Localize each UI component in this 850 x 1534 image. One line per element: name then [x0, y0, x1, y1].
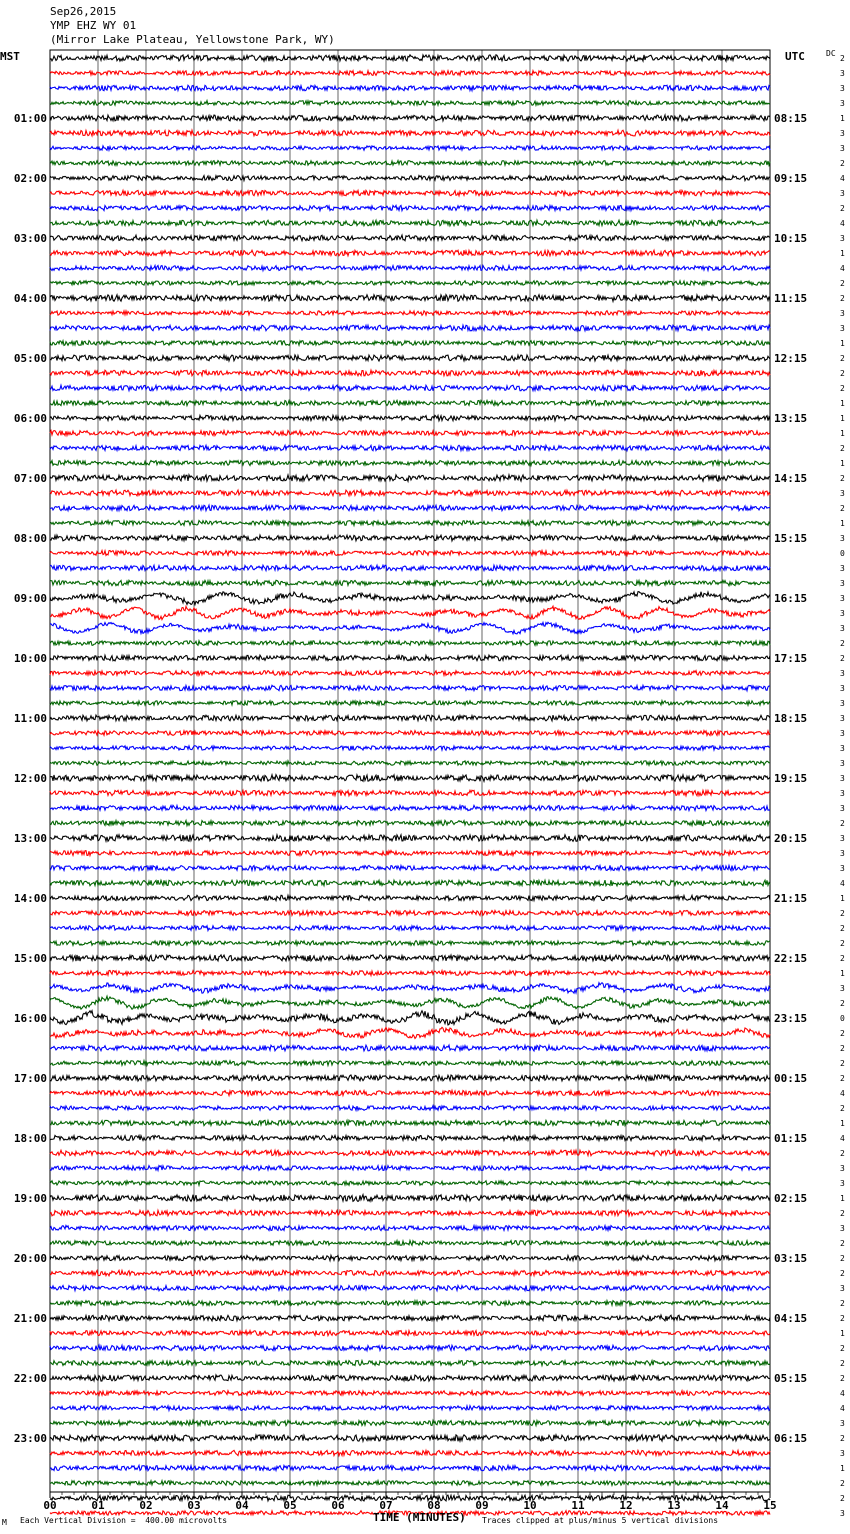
- dc-offset-label: 2: [840, 1209, 845, 1218]
- dc-offset-label: 3: [840, 69, 845, 78]
- dc-offset-label: 4: [840, 879, 845, 888]
- dc-offset-label: 2: [840, 384, 845, 393]
- seismic-trace: [50, 1406, 770, 1411]
- dc-offset-label: 3: [840, 1449, 845, 1458]
- seismic-trace: [50, 895, 770, 900]
- dc-offset-label: 3: [840, 309, 845, 318]
- dc-offset-label: 3: [840, 99, 845, 108]
- utc-hour-label: 20:15: [774, 832, 808, 845]
- seismic-trace: [50, 865, 770, 870]
- dc-offset-label: 1: [840, 459, 845, 468]
- dc-offset-label: 4: [840, 219, 845, 228]
- seismic-trace: [50, 445, 770, 451]
- seismic-trace: [50, 1210, 770, 1216]
- mst-axis-label: MST: [0, 50, 20, 63]
- seismic-trace: [50, 1106, 770, 1111]
- seismic-trace: [50, 820, 770, 825]
- mst-hour-label: 22:00: [13, 1372, 47, 1385]
- utc-hour-label: 18:15: [774, 712, 808, 725]
- dc-offset-label: 1: [840, 1119, 845, 1128]
- dc-offset-label: 2: [840, 204, 845, 213]
- dc-offset-label: 2: [840, 1374, 845, 1383]
- dc-offset-label: 2: [840, 1104, 845, 1113]
- dc-offset-label: 2: [840, 1479, 845, 1488]
- x-tick-label: 04: [235, 1499, 249, 1512]
- utc-hour-label: 09:15: [774, 172, 808, 185]
- dc-offset-label: 2: [840, 1254, 845, 1263]
- dc-offset-label: 3: [840, 1419, 845, 1428]
- utc-hour-label: 02:15: [774, 1192, 808, 1205]
- seismic-trace: [50, 655, 770, 661]
- dc-offset-label: 3: [840, 84, 845, 93]
- dc-offset-label: 4: [840, 1404, 845, 1413]
- seismic-trace: [50, 1481, 770, 1486]
- dc-offset-label: 0: [840, 549, 845, 558]
- dc-offset-label: 3: [840, 984, 845, 993]
- utc-hour-label: 11:15: [774, 292, 808, 305]
- plot-date: Sep26,2015: [50, 5, 117, 18]
- dc-offset-label: 2: [840, 474, 845, 483]
- utc-hour-label: 04:15: [774, 1312, 808, 1325]
- mst-hour-label: 16:00: [13, 1012, 47, 1025]
- dc-offset-label: 2: [840, 1239, 845, 1248]
- dc-offset-label: 1: [840, 969, 845, 978]
- utc-hour-label: 13:15: [774, 412, 808, 425]
- dc-offset-label: 3: [840, 774, 845, 783]
- mst-hour-label: 03:00: [13, 232, 47, 245]
- utc-hour-label: 10:15: [774, 232, 808, 245]
- seismic-trace: [50, 281, 770, 286]
- seismic-trace: [50, 400, 770, 405]
- dc-offset-label: 3: [840, 669, 845, 678]
- dc-offset-label: 2: [840, 939, 845, 948]
- dc-label: DC: [826, 49, 836, 58]
- seismic-trace: [50, 311, 770, 315]
- seismic-trace: [50, 1465, 770, 1470]
- utc-hour-label: 08:15: [774, 112, 808, 125]
- mst-hour-label: 17:00: [13, 1072, 47, 1085]
- utc-hour-label: 16:15: [774, 592, 808, 605]
- x-tick-label: 01: [91, 1499, 105, 1512]
- dc-offset-label: 2: [840, 369, 845, 378]
- seismic-trace: [50, 341, 770, 346]
- seismic-trace: [50, 1330, 770, 1335]
- seismic-trace: [50, 250, 770, 256]
- seismic-trace: [50, 805, 770, 810]
- dc-offset-label: 2: [840, 1494, 845, 1503]
- utc-hour-label: 00:15: [774, 1072, 808, 1085]
- dc-offset-label: 1: [840, 1329, 845, 1338]
- utc-hour-label: 21:15: [774, 892, 808, 905]
- x-tick-label: 09: [475, 1499, 489, 1512]
- dc-offset-label: 2: [840, 279, 845, 288]
- seismic-trace: [50, 565, 770, 571]
- utc-hour-label: 17:15: [774, 652, 808, 665]
- dc-offset-label: 1: [840, 114, 845, 123]
- dc-offset-label: 3: [840, 834, 845, 843]
- dc-offset-label: 3: [840, 804, 845, 813]
- x-tick-label: 11: [571, 1499, 585, 1512]
- dc-offset-label: 3: [840, 1179, 845, 1188]
- seismic-trace: [50, 71, 770, 76]
- dc-offset-label: 3: [840, 564, 845, 573]
- x-tick-label: 07: [379, 1499, 393, 1512]
- dc-offset-label: 2: [840, 1299, 845, 1308]
- seismic-trace: [50, 521, 770, 526]
- seismic-trace: [50, 1361, 770, 1366]
- x-tick-label: 15: [763, 1499, 777, 1512]
- mst-hour-label: 11:00: [13, 712, 47, 725]
- utc-hour-label: 06:15: [774, 1432, 808, 1445]
- seismic-trace: [50, 266, 770, 271]
- seismic-trace: [50, 1285, 770, 1290]
- utc-hour-label: 19:15: [774, 772, 808, 785]
- seismic-trace: [50, 161, 770, 166]
- seismic-trace: [50, 1120, 770, 1126]
- mst-hour-label: 10:00: [13, 652, 47, 665]
- dc-offset-label: 2: [840, 504, 845, 513]
- seismic-trace: [50, 1027, 770, 1038]
- seismic-trace: [50, 385, 770, 391]
- seismic-trace: [50, 850, 770, 855]
- seismic-trace: [50, 415, 770, 420]
- seismic-trace: [50, 1301, 770, 1306]
- station-code: YMP EHZ WY 01: [50, 19, 137, 32]
- x-tick-label: 13: [667, 1499, 681, 1512]
- dc-offset-label: 3: [840, 1284, 845, 1293]
- utc-hour-label: 15:15: [774, 532, 808, 545]
- dc-offset-label: 3: [840, 534, 845, 543]
- seismic-trace: [50, 941, 770, 946]
- seismic-trace: [50, 370, 770, 376]
- x-tick-label: 05: [283, 1499, 297, 1512]
- seismic-trace: [50, 1495, 770, 1501]
- x-tick-label: 00: [43, 1499, 57, 1512]
- seismic-trace: [50, 1315, 770, 1321]
- dc-offset-label: 3: [840, 594, 845, 603]
- dc-offset-label: 2: [840, 909, 845, 918]
- dc-offset-label: 3: [840, 234, 845, 243]
- dc-offset-label: 1: [840, 414, 845, 423]
- seismic-trace: [50, 971, 770, 976]
- seismic-trace: [50, 235, 770, 241]
- seismic-trace: [50, 1045, 770, 1051]
- dc-offset-label: 3: [840, 684, 845, 693]
- mst-hour-label: 07:00: [13, 472, 47, 485]
- mst-hour-label: 19:00: [13, 1192, 47, 1205]
- clip-note: Traces clipped at plus/minus 5 vertical divisions: [482, 1516, 719, 1525]
- dc-offset-label: 4: [840, 174, 845, 183]
- x-tick-label: 14: [715, 1499, 729, 1512]
- footer-mark: M: [2, 1518, 7, 1527]
- utc-hour-label: 23:15: [774, 1012, 808, 1025]
- mst-hour-label: 04:00: [13, 292, 47, 305]
- seismic-trace: [50, 431, 770, 436]
- dc-offset-label: 2: [840, 954, 845, 963]
- seismic-trace: [50, 176, 770, 181]
- seismic-trace: [50, 1225, 770, 1230]
- dc-offset-label: 3: [840, 699, 845, 708]
- seismic-trace: [50, 55, 770, 61]
- dc-offset-label: 2: [840, 654, 845, 663]
- mst-hour-label: 23:00: [13, 1432, 47, 1445]
- dc-offset-label: 1: [840, 399, 845, 408]
- dc-offset-label: 2: [840, 294, 845, 303]
- dc-offset-label: 2: [840, 354, 845, 363]
- utc-hour-label: 22:15: [774, 952, 808, 965]
- dc-offset-label: 2: [840, 54, 845, 63]
- dc-offset-label: 3: [840, 1509, 845, 1518]
- dc-offset-label: 3: [840, 864, 845, 873]
- dc-offset-label: 3: [840, 579, 845, 588]
- dc-offset-label: 4: [840, 264, 845, 273]
- seismic-trace: [50, 671, 770, 676]
- seismic-trace: [50, 790, 770, 795]
- mst-hour-label: 08:00: [13, 532, 47, 545]
- seismic-trace: [50, 983, 770, 993]
- dc-offset-label: 2: [840, 1359, 845, 1368]
- seismic-trace: [50, 996, 770, 1009]
- dc-offset-label: 2: [840, 444, 845, 453]
- seismic-trace: [50, 775, 770, 782]
- seismic-trace: [50, 460, 770, 465]
- vertical-scale-note: Each Vertical Division = 400.00 microvolts: [20, 1516, 228, 1525]
- dc-offset-label: 2: [840, 1314, 845, 1323]
- seismic-trace: [50, 761, 770, 765]
- dc-offset-label: 1: [840, 894, 845, 903]
- mst-hour-label: 09:00: [13, 592, 47, 605]
- dc-offset-label: 2: [840, 1044, 845, 1053]
- dc-offset-label: 2: [840, 1149, 845, 1158]
- dc-offset-label: 2: [840, 1344, 845, 1353]
- dc-offset-label: 2: [840, 1029, 845, 1038]
- utc-hour-label: 12:15: [774, 352, 808, 365]
- seismic-trace: [50, 910, 770, 915]
- seismic-trace: [50, 550, 770, 555]
- mst-hour-label: 05:00: [13, 352, 47, 365]
- dc-offset-label: 4: [840, 1134, 845, 1143]
- seismic-trace: [50, 746, 770, 750]
- dc-offset-label: 3: [840, 489, 845, 498]
- x-tick-label: 02: [139, 1499, 153, 1512]
- seismic-trace: [50, 592, 770, 605]
- seismic-trace: [50, 1061, 770, 1066]
- x-tick-label: 08: [427, 1499, 441, 1512]
- seismic-trace: [50, 880, 770, 886]
- dc-offset-label: 2: [840, 639, 845, 648]
- dc-offset-label: 3: [840, 1224, 845, 1233]
- dc-offset-label: 0: [840, 1014, 845, 1023]
- seismic-trace: [50, 475, 770, 481]
- seismic-trace: [50, 926, 770, 931]
- mst-hour-label: 21:00: [13, 1312, 47, 1325]
- seismic-trace: [50, 1345, 770, 1351]
- seismic-trace: [50, 190, 770, 195]
- seismic-trace: [50, 641, 770, 646]
- seismic-trace: [50, 1375, 770, 1381]
- seismic-trace: [50, 685, 770, 690]
- seismic-trace: [50, 606, 770, 619]
- seismic-trace: [50, 101, 770, 106]
- dc-offset-label: 3: [840, 1164, 845, 1173]
- mst-hour-label: 12:00: [13, 772, 47, 785]
- x-axis-title: TIME (MINUTES): [373, 1511, 466, 1524]
- mst-hour-label: 01:00: [13, 112, 47, 125]
- seismic-trace: [50, 490, 770, 496]
- dc-offset-label: 2: [840, 924, 845, 933]
- seismic-trace: [50, 1270, 770, 1275]
- mst-hour-label: 20:00: [13, 1252, 47, 1265]
- x-tick-label: 03: [187, 1499, 201, 1512]
- seismic-trace: [50, 1181, 770, 1185]
- dc-offset-label: 3: [840, 189, 845, 198]
- x-tick-label: 10: [523, 1499, 537, 1512]
- seismic-trace: [50, 715, 770, 721]
- seismic-trace: [50, 1075, 770, 1081]
- seismic-trace: [50, 535, 770, 541]
- station-location: (Mirror Lake Plateau, Yellowstone Park, WY): [50, 33, 335, 46]
- dc-offset-label: 3: [840, 624, 845, 633]
- utc-axis-label: UTC: [785, 50, 805, 63]
- seismic-trace: [50, 731, 770, 736]
- seismic-trace: [50, 835, 770, 842]
- seismic-trace: [50, 1241, 770, 1246]
- seismic-trace: [50, 701, 770, 706]
- dc-offset-label: 3: [840, 144, 845, 153]
- seismic-trace: [50, 115, 770, 121]
- seismic-trace: [50, 146, 770, 150]
- dc-offset-label: 2: [840, 1269, 845, 1278]
- mst-hour-label: 13:00: [13, 832, 47, 845]
- dc-offset-label: 4: [840, 1389, 845, 1398]
- mst-hour-label: 18:00: [13, 1132, 47, 1145]
- seismic-trace: [50, 355, 770, 361]
- dc-offset-label: 2: [840, 159, 845, 168]
- mst-hour-label: 14:00: [13, 892, 47, 905]
- seismic-trace: [50, 1135, 770, 1140]
- dc-offset-label: 1: [840, 249, 845, 258]
- x-tick-label: 06: [331, 1499, 345, 1512]
- dc-offset-label: 2: [840, 1434, 845, 1443]
- dc-offset-label: 2: [840, 819, 845, 828]
- dc-offset-label: 1: [840, 429, 845, 438]
- seismic-trace: [50, 580, 770, 585]
- dc-offset-label: 3: [840, 789, 845, 798]
- dc-offset-label: 1: [840, 519, 845, 528]
- dc-offset-label: 1: [840, 339, 845, 348]
- utc-hour-label: 01:15: [774, 1132, 808, 1145]
- seismic-trace: [50, 295, 770, 302]
- mst-hour-label: 02:00: [13, 172, 47, 185]
- seismic-trace: [50, 955, 770, 961]
- seismic-trace: [50, 1166, 770, 1171]
- seismic-trace: [50, 205, 770, 210]
- dc-offset-label: 3: [840, 759, 845, 768]
- dc-offset-label: 1: [840, 1194, 845, 1203]
- seismic-trace: [50, 1391, 770, 1396]
- dc-offset-label: 3: [840, 729, 845, 738]
- dc-offset-label: 4: [840, 1089, 845, 1098]
- dc-offset-label: 2: [840, 999, 845, 1008]
- seismic-trace: [50, 1420, 770, 1425]
- utc-hour-label: 05:15: [774, 1372, 808, 1385]
- seismic-trace: [50, 622, 770, 634]
- dc-offset-label: 2: [840, 1074, 845, 1083]
- seismic-trace: [50, 1090, 770, 1095]
- dc-offset-label: 3: [840, 609, 845, 618]
- mst-hour-label: 06:00: [13, 412, 47, 425]
- dc-offset-label: 3: [840, 744, 845, 753]
- seismic-trace: [50, 325, 770, 331]
- seismic-trace: [50, 130, 770, 136]
- dc-offset-label: 3: [840, 129, 845, 138]
- seismic-trace: [50, 505, 770, 510]
- seismic-trace: [50, 1150, 770, 1156]
- seismic-trace: [50, 1195, 770, 1202]
- seismic-trace: [50, 1011, 770, 1025]
- dc-offset-label: 3: [840, 324, 845, 333]
- seismic-trace: [50, 85, 770, 91]
- mst-hour-label: 15:00: [13, 952, 47, 965]
- dc-offset-label: 3: [840, 849, 845, 858]
- x-tick-label: 12: [619, 1499, 633, 1512]
- dc-offset-label: 1: [840, 1464, 845, 1473]
- utc-hour-label: 03:15: [774, 1252, 808, 1265]
- seismic-trace: [50, 1450, 770, 1455]
- dc-offset-label: 3: [840, 714, 845, 723]
- seismic-trace: [50, 220, 770, 226]
- seismic-trace: [50, 1255, 770, 1260]
- utc-hour-label: 14:15: [774, 472, 808, 485]
- seismic-trace: [50, 1435, 770, 1441]
- dc-offset-label: 2: [840, 1059, 845, 1068]
